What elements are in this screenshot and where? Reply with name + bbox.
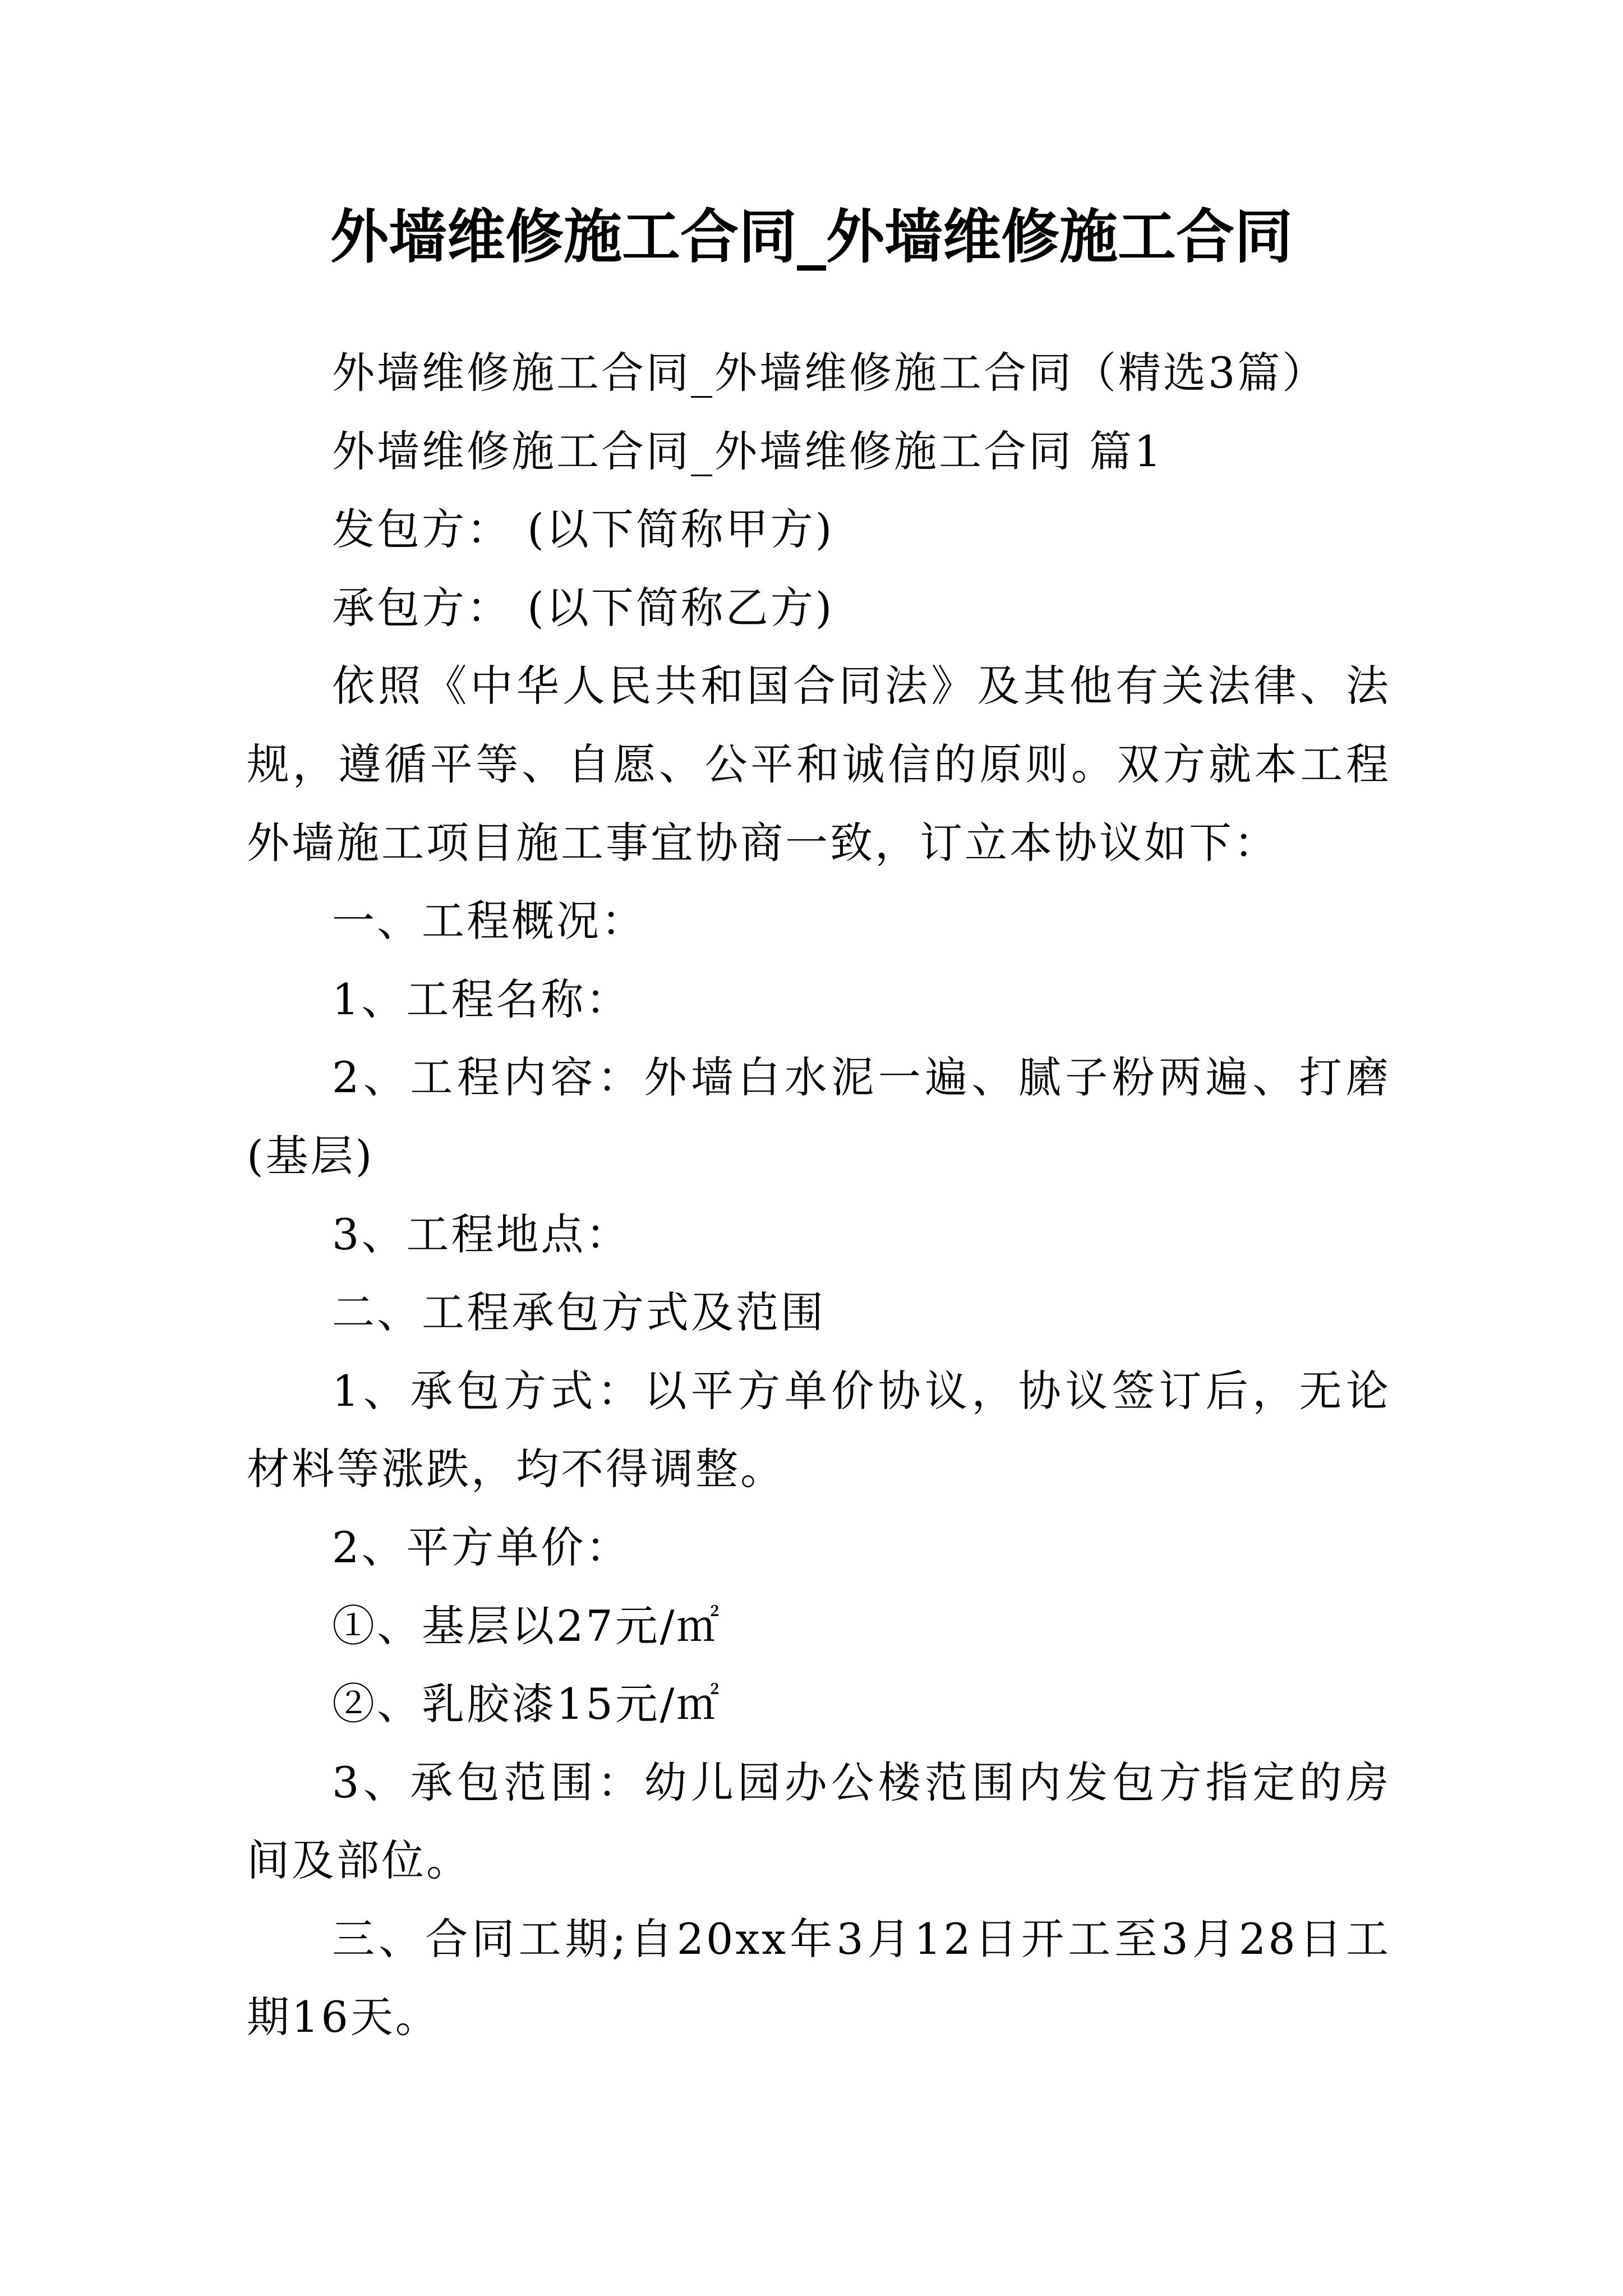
document-title: 外墙维修施工合同_外墙维修施工合同: [330, 202, 1293, 271]
paragraph-contract-method-heading: 二、工程承包方式及范围: [332, 1287, 826, 1338]
paragraph-contract-method: 1、承包方式：以平方单价协议，协议签订后，无论材料等涨跌，均不得调整。: [247, 1365, 1391, 1494]
paragraph-price-base-layer: ①、基层以27元/㎡: [332, 1600, 722, 1651]
paragraph-party-b: 承包方： (以下简称乙方): [332, 582, 834, 633]
paragraph-unit-price: 2、平方单价：: [332, 1522, 631, 1572]
paragraph-project-content: 2、工程内容：外墙白水泥一遍、腻子粉两遍、打磨(基层): [247, 1052, 1391, 1181]
paragraph-contract-period: 三、合同工期;自20xx年3月12日开工至3月28日工期16天。: [247, 1913, 1391, 2042]
paragraph-party-a: 发包方： (以下简称甲方): [332, 504, 834, 555]
paragraph-project-name: 1、工程名称：: [332, 974, 631, 1024]
paragraph-price-latex-paint: ②、乳胶漆15元/㎡: [332, 1679, 722, 1729]
paragraph-preamble: 依照《中华人民共和国合同法》及其他有关法律、法规，遵循平等、自愿、公平和诚信的原则。双方就本工程外墙施工项目施工事宜协商一致，订立本协议如下：: [247, 661, 1391, 868]
paragraph-project-overview: 一、工程概况：: [332, 896, 646, 946]
document-body: [247, 334, 1391, 2056]
paragraph-contract-scope: 3、承包范围：幼儿园办公楼范围内发包方指定的房间及部位。: [247, 1757, 1391, 1886]
paragraph-subtitle: 外墙维修施工合同_外墙维修施工合同（精选3篇）: [332, 348, 1327, 398]
paragraph-section-heading: 外墙维修施工合同_外墙维修施工合同 篇1: [332, 426, 1164, 476]
paragraph-project-location: 3、工程地点：: [332, 1209, 631, 1259]
